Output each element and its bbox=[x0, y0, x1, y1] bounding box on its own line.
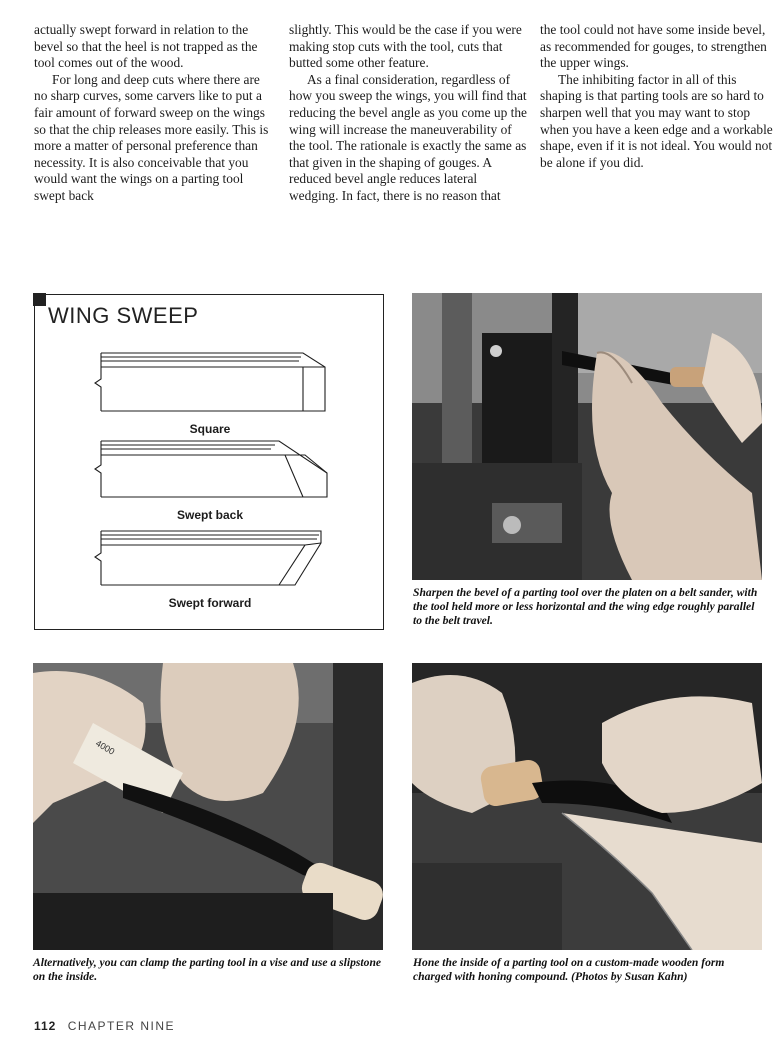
paragraph: For long and deep cuts where there are no sharp curves, some carvers like to put a fair amount of forward sweep on the wings so that the chip releases more easily. This is more a matter of personal preference than necessity. It is also conceivable that you would want the wings on a parting tool swept back bbox=[34, 71, 269, 203]
swept-back-wing-drawing bbox=[95, 441, 327, 497]
label-square: Square bbox=[189, 422, 231, 436]
label-swept-forward: Swept forward bbox=[168, 596, 252, 610]
caption-slipstone: Alternatively, you can clamp the parting tool in a vise and use a slipstone on the inside. bbox=[33, 956, 382, 984]
paragraph: the tool could not have some inside bevel, as recommended for gouges, to strengthen the upper wings. bbox=[540, 22, 767, 71]
belt-sander-photo bbox=[412, 293, 762, 580]
diagram-title: WING SWEEP bbox=[48, 303, 199, 328]
caption-honing-form: Hone the inside of a parting tool on a custom-made wooden form charged with honing compound. (Photos by Susan Kahn) bbox=[413, 956, 725, 984]
text-column-3 bbox=[540, 22, 778, 171]
square-wing-drawing bbox=[95, 353, 325, 411]
text-column-2 bbox=[289, 22, 527, 205]
label-swept-back: Swept back bbox=[176, 508, 244, 522]
page-number: 112 bbox=[34, 1019, 57, 1033]
swept-forward-wing-drawing bbox=[95, 531, 321, 585]
chapter-title: CHAPTER NINE bbox=[67, 1019, 176, 1033]
caption-belt-sander: Sharpen the bevel of a parting tool over the platen on a belt sander, with the tool held more or less horizontal and the wing edge roughly parallel to the belt travel. bbox=[413, 586, 758, 628]
stone-grit-label: 4000 bbox=[94, 738, 117, 757]
paragraph: As a final consideration, regardless of how you sweep the wings, you will find that reducing the bevel angle as you come up the wing will increase the maneuverability of the tool. The rationale is exactly the same as that given in the shaping of gouges. A reduced bevel angle reduces lateral wedging. In fact, there is no reason that bbox=[289, 71, 527, 203]
slipstone-photo bbox=[33, 663, 383, 950]
text-column-1 bbox=[34, 22, 272, 205]
honing-form-photo bbox=[412, 663, 762, 950]
wing-sweep-diagram bbox=[34, 294, 384, 630]
paragraph: actually swept forward in relation to the bevel so that the heel is not trapped as the tool comes out of the wood. bbox=[34, 22, 258, 71]
paragraph: slightly. This would be the case if you were making stop cuts with the tool, cuts that butted some other feature. bbox=[289, 22, 522, 71]
page-footer bbox=[34, 1019, 175, 1033]
wing-sweep-drawing bbox=[35, 295, 385, 631]
paragraph: The inhibiting factor in all of this shaping is that parting tools are so hard to sharpen well that you may want to stop when you have a keen edge and a workable shape, even if it is not ideal. You would not be alone if you did. bbox=[540, 71, 773, 170]
